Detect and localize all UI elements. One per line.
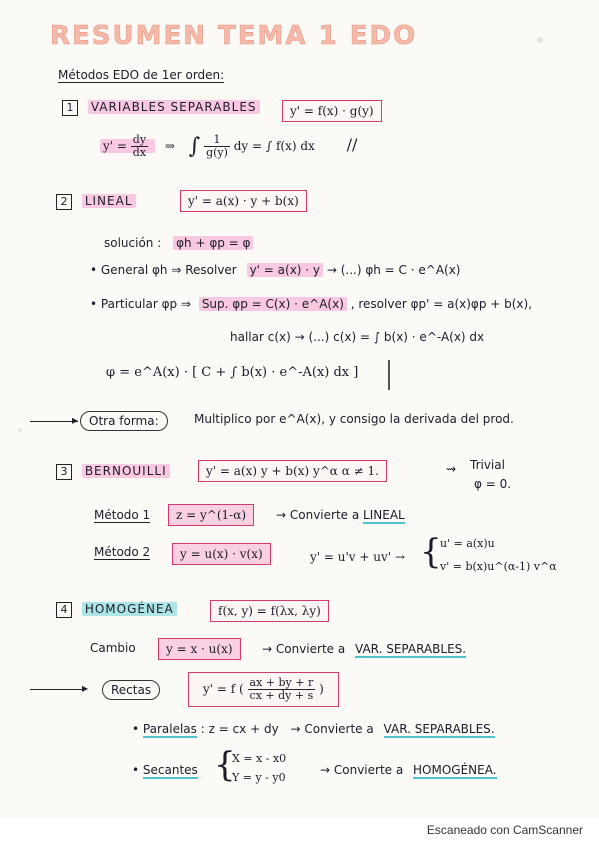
method-2-result: y' = u'v + uv' → [310,550,405,564]
cambio-label: Cambio [90,641,136,655]
section-name: HOMOGÉNEA [82,602,177,616]
particular-line: • Particular φp ⇒ Sup. φp = C(x) · e^A(x) , resolver φp' = a(x)φp + b(x), [90,297,533,311]
rectas-formula-box: y' = f ( $\frac{ax + by + r}{cx + dy + s}$ ) [188,672,339,707]
method-2-eq: y = u(x) · v(x) [172,543,271,565]
cambio-eq: y = x · u(x) [158,638,241,660]
secantes-result: → Convierte a HOMOGÉNEA. [320,763,497,777]
secantes-target: HOMOGÉNEA. [413,763,497,777]
bullet: • [132,763,140,777]
method-rhs: dy = ∫ f(x) dx [233,139,315,153]
dy-dx-fraction: $\frac{dy}{dx}$ [132,133,147,159]
method-1-label: Método 1 [94,508,151,522]
rectas-cloud: Rectas [102,680,160,700]
otra-forma-text: Multiplico por e^A(x), y consigo la derivada del prod. [194,412,514,426]
system-brace: { [420,532,442,572]
section-1-header [62,100,260,116]
paralelas-eq: : z = cx + dy [200,722,279,736]
particular-eq: Sup. φp = C(x) · e^A(x) [199,297,347,311]
method-2-label: Método 2 [94,545,151,559]
section-1-formula-box: y' = f(x) · g(y) [282,100,382,122]
paralelas-line: • Paralelas : z = cx + dy → Convierte a VAR. SEPARABLES. [132,722,495,736]
bullet: • [90,263,98,277]
rectas-fraction: $\frac{ax + by + r}{cx + dy + s}$ [249,676,314,702]
section-number: 3 [56,464,72,480]
bullet: • [90,297,98,311]
secantes-line [132,763,198,777]
secantes-label: Secantes [142,763,198,777]
section-4-header [56,602,177,618]
arrow-line [30,689,86,690]
method-1-result: → Convierte a LINEAL [276,508,405,522]
section-2-formula-box: y' = a(x) · y + b(x) [180,190,307,212]
method-1-eq: z = y^(1-α) [168,504,254,526]
section-4-formula-box: f(x, y) = f(λx, λy) [210,600,329,622]
solution-line: solución : φh + φp = φ [104,236,253,250]
end-mark [364,360,390,390]
section-name: BERNOUILLI [82,464,170,478]
method-2-system-2: v' = b(x)u^(α-1) v^α [440,560,557,573]
general-eq: y' = a(x) · y [247,263,323,277]
secantes-system-1: X = x - x0 [232,752,287,765]
section-name: LINEAL [82,194,136,208]
page-title: RESUMEN TEMA 1 EDO [50,21,418,51]
subtitle: Métodos EDO de 1er orden: [58,68,225,82]
section-2-header [56,194,136,210]
cambio-result: → Convierte a VAR. SEPARABLES. [262,642,467,656]
section-1-method [100,134,357,159]
solution-eq: φh + φp = φ [173,236,253,250]
one-over-g-fraction: $\frac{1}{g(y)}$ [206,133,228,159]
paralelas-label: Paralelas [142,722,197,736]
trivial-label: Trivial [470,458,505,472]
integral-sign: ∫ [188,134,201,159]
bullet: • [132,722,140,736]
otra-forma-cloud: Otra forma: [80,411,168,431]
section-3-header [56,464,170,480]
trivial-arrow: ⇝ [446,462,457,476]
end-mark: // [346,135,358,154]
section-number: 4 [56,602,72,618]
implies-arrow: ⇒ [164,139,175,153]
arrow-head: ▸ [82,681,89,695]
secantes-brace: { [214,745,236,785]
scanner-watermark: Escaneado con CamScanner [426,823,583,837]
section-3-formula-box: y' = a(x) y + b(x) y^α α ≠ 1. [198,460,387,482]
method-lhs: y' = $\frac{dy}{dx}$ [100,139,155,153]
section-name: VARIABLES SEPARABLES [88,100,260,114]
secantes-system-2: Y = y - y0 [232,771,286,784]
method-1-target: LINEAL [363,508,405,522]
cambio-target: VAR. SEPARABLES. [355,642,467,656]
section-number: 1 [62,100,78,116]
trivial-solution: φ = 0. [474,477,512,491]
arrow-head: ▸ [72,413,79,427]
final-equation: φ = e^A(x) · [ C + ∫ b(x) · e^-A(x) dx ] [106,365,359,380]
general-line: • General φh ⇒ Resolver y' = a(x) · y → (...) φh = C · e^A(x) [90,263,461,277]
paralelas-target: VAR. SEPARABLES. [383,722,495,736]
section-number: 2 [56,194,72,210]
method-2-system-1: u' = a(x)u [440,537,495,550]
hallar-line: hallar c(x) → (...) c(x) = ∫ b(x) · e^-A(x) dx [230,330,485,344]
arrow-line [30,421,78,422]
